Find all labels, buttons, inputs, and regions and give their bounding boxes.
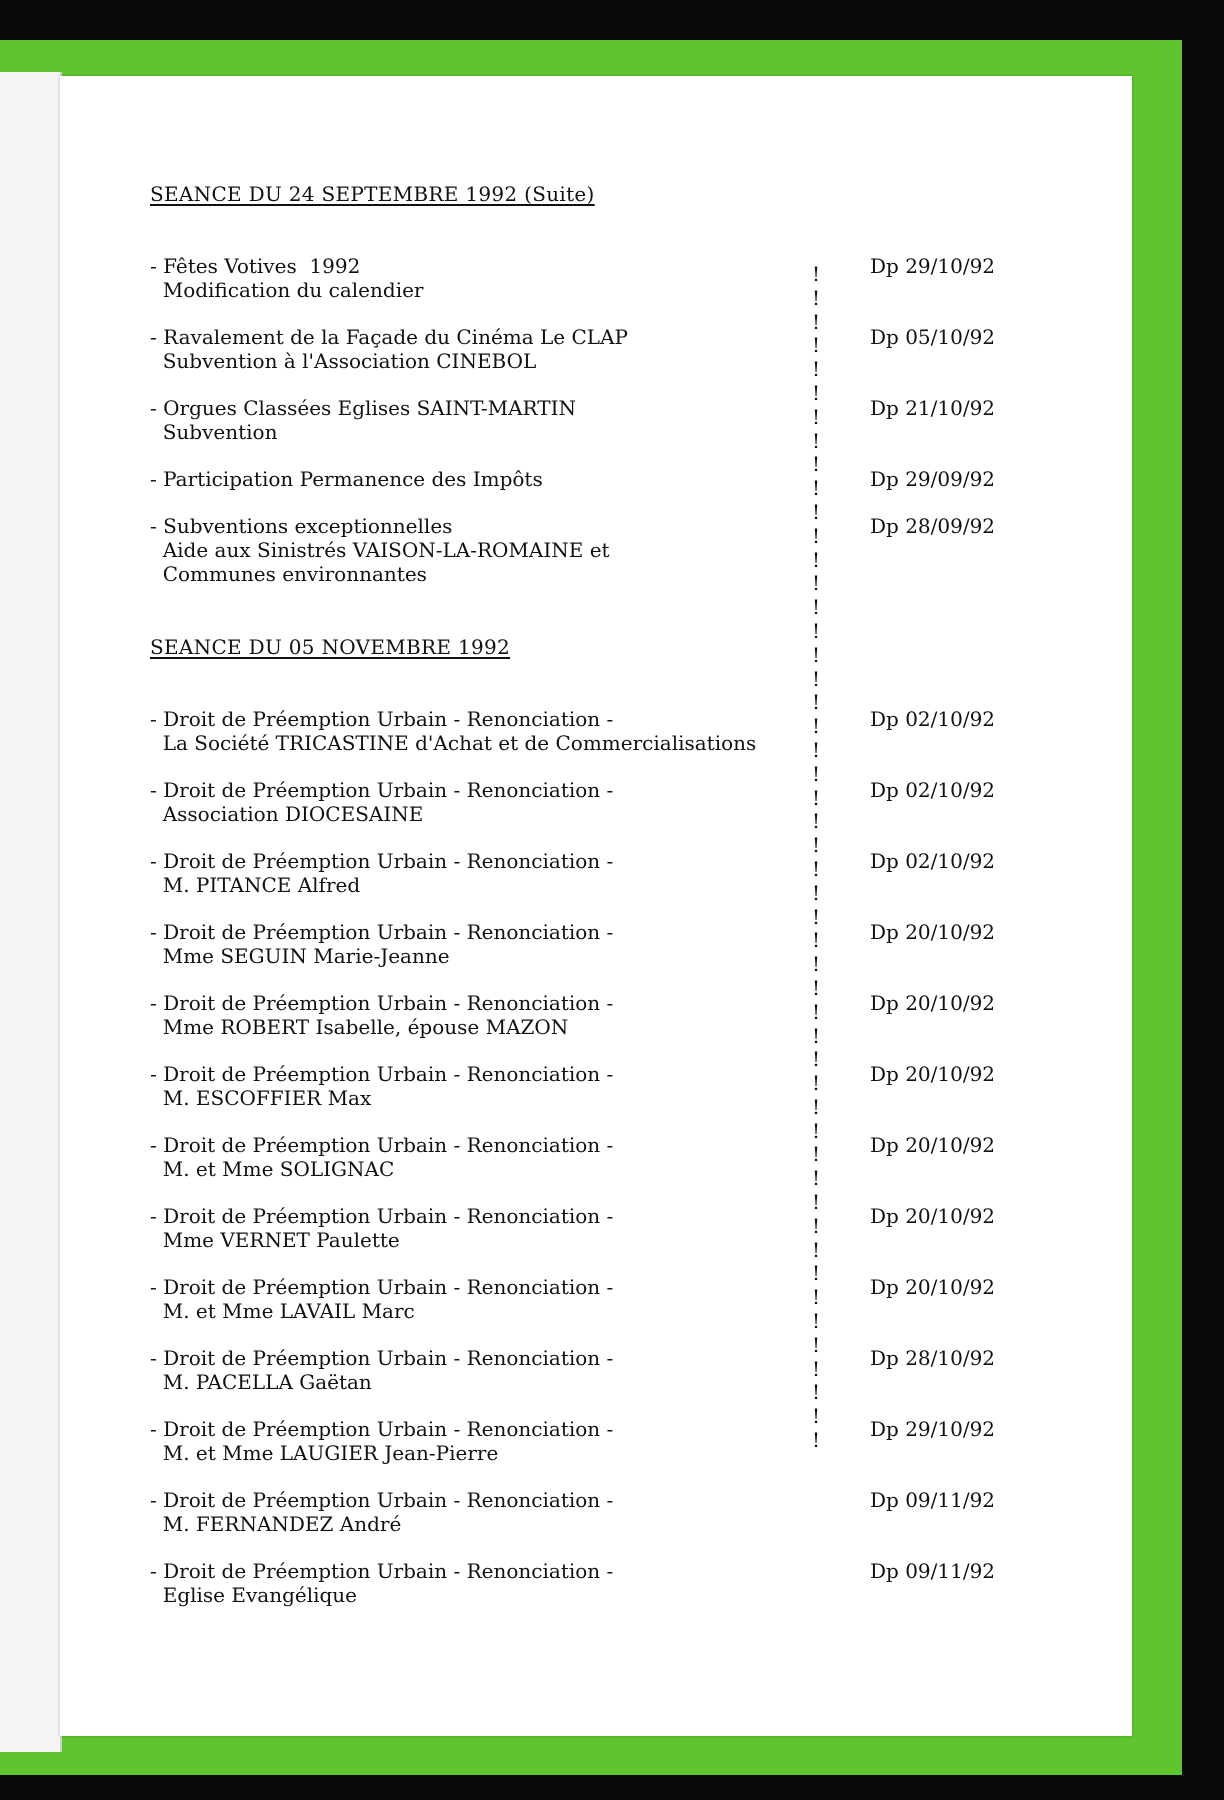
separator-mark: !: [812, 856, 821, 881]
separator-column: [812, 262, 824, 1452]
entry-date: Dp 02/10/92: [870, 707, 996, 731]
separator-mark: !: [812, 571, 821, 596]
entry-date: Dp 20/10/92: [870, 1275, 996, 1299]
separator-mark: !: [812, 262, 821, 286]
list-item: [150, 1204, 1050, 1275]
entry-line: Mme ROBERT Isabelle, épouse MAZON: [150, 1015, 569, 1039]
list-item: [150, 1559, 1050, 1630]
entry-line: - Ravalement de la Façade du Cinéma Le CLAP: [150, 325, 628, 349]
separator-mark: !: [812, 1309, 821, 1334]
separator-mark: !: [812, 1261, 821, 1286]
section-heading: SEANCE DU 05 NOVEMBRE 1992: [150, 635, 511, 659]
separator-mark: !: [812, 404, 821, 429]
entry-line: - Droit de Préemption Urbain - Renonciation -: [150, 1346, 614, 1370]
entry-line: - Subventions exceptionnelles: [150, 514, 453, 538]
left-page-edge: [0, 72, 62, 1752]
separator-mark: !: [812, 1285, 821, 1310]
separator-mark: !: [812, 380, 821, 405]
separator-mark: !: [812, 285, 821, 310]
separator-mark: !: [812, 1047, 821, 1072]
entry-line: Modification du calendier: [150, 278, 424, 302]
entry-line: M. et Mme SOLIGNAC: [150, 1157, 395, 1181]
list-item: [150, 1488, 1050, 1559]
entry-date: Dp 02/10/92: [870, 849, 996, 873]
separator-mark: !: [812, 523, 821, 548]
list-item: [150, 707, 1050, 778]
entry-line: - Droit de Préemption Urbain - Renonciation -: [150, 1204, 614, 1228]
entry-line: Subvention: [150, 420, 278, 444]
entry-date: Dp 05/10/92: [870, 325, 996, 349]
list-item: [150, 1062, 1050, 1133]
separator-mark: !: [812, 1166, 821, 1191]
entry-line: Subvention à l'Association CINEBOL: [150, 349, 537, 373]
separator-mark: !: [812, 952, 821, 977]
separator-mark: !: [812, 999, 821, 1024]
separator-mark: !: [812, 1190, 821, 1215]
separator-mark: !: [812, 595, 821, 620]
separator-mark: !: [812, 1094, 821, 1119]
separator-mark: !: [812, 785, 821, 810]
entry-date: Dp 21/10/92: [870, 396, 996, 420]
separator-mark: !: [812, 1428, 821, 1453]
entry-date: Dp 02/10/92: [870, 778, 996, 802]
list-item: [150, 1133, 1050, 1204]
list-item: [150, 778, 1050, 849]
list-item: [150, 467, 1050, 514]
entry-line: La Société TRICASTINE d'Achat et de Commercialisations: [150, 731, 757, 755]
entry-line: - Droit de Préemption Urbain - Renonciation -: [150, 920, 614, 944]
separator-mark: !: [812, 714, 821, 739]
entry-date: Dp 28/10/92: [870, 1346, 996, 1370]
separator-mark: !: [812, 761, 821, 786]
list-item: [150, 1275, 1050, 1346]
entry-date: Dp 20/10/92: [870, 1204, 996, 1228]
list-item: [150, 325, 1050, 396]
separator-mark: !: [812, 476, 821, 501]
separator-mark: !: [812, 428, 821, 453]
entry-line: Mme VERNET Paulette: [150, 1228, 400, 1252]
entry-date: Dp 28/09/92: [870, 514, 996, 538]
entry-date: Dp 29/10/92: [870, 1417, 996, 1441]
separator-mark: !: [812, 499, 821, 524]
entry-line: Aide aux Sinistrés VAISON-LA-ROMAINE et: [150, 538, 610, 562]
separator-mark: !: [812, 975, 821, 1000]
separator-mark: !: [812, 1404, 821, 1429]
separator-mark: !: [812, 452, 821, 477]
entry-line: M. PACELLA Gaëtan: [150, 1370, 372, 1394]
list-item: [150, 991, 1050, 1062]
list-item: [150, 254, 1050, 325]
entry-line: Eglise Evangélique: [150, 1583, 358, 1607]
separator-mark: !: [812, 666, 821, 691]
entry-line: - Fêtes Votives 1992: [150, 254, 361, 278]
entry-line: Mme SEGUIN Marie-Jeanne: [150, 944, 450, 968]
separator-mark: !: [812, 547, 821, 572]
separator-mark: !: [812, 1237, 821, 1262]
entry-line: - Droit de Préemption Urbain - Renonciation -: [150, 1062, 614, 1086]
separator-mark: !: [812, 809, 821, 834]
separator-mark: !: [812, 1142, 821, 1167]
entry-line: M. et Mme LAVAIL Marc: [150, 1299, 415, 1323]
list-item: [150, 514, 1050, 635]
separator-mark: !: [812, 642, 821, 667]
separator-mark: !: [812, 833, 821, 858]
entry-line: - Participation Permanence des Impôts: [150, 467, 543, 491]
entry-line: Association DIOCESAINE: [150, 802, 424, 826]
document-content: [150, 182, 1050, 1630]
separator-mark: !: [812, 1380, 821, 1405]
list-item: [150, 1346, 1050, 1417]
separator-mark: !: [812, 618, 821, 643]
entry-date: Dp 20/10/92: [870, 1062, 996, 1086]
entry-line: - Orgues Classées Eglises SAINT-MARTIN: [150, 396, 577, 420]
entry-date: Dp 09/11/92: [870, 1488, 996, 1512]
entry-line: - Droit de Préemption Urbain - Renonciation -: [150, 1133, 614, 1157]
entry-date: Dp 20/10/92: [870, 1133, 996, 1157]
list-item: [150, 1417, 1050, 1488]
section-heading: SEANCE DU 24 SEPTEMBRE 1992 (Suite): [150, 182, 595, 206]
separator-mark: !: [812, 928, 821, 953]
separator-mark: !: [812, 357, 821, 382]
separator-mark: !: [812, 737, 821, 762]
entry-date: Dp 29/09/92: [870, 467, 996, 491]
separator-mark: !: [812, 1332, 821, 1357]
entry-line: M. et Mme LAUGIER Jean-Pierre: [150, 1441, 499, 1465]
entry-line: M. ESCOFFIER Max: [150, 1086, 372, 1110]
entry-date: Dp 20/10/92: [870, 920, 996, 944]
section-05-novembre: [150, 635, 1050, 707]
entry-date: Dp 20/10/92: [870, 991, 996, 1015]
section-24-septembre: [150, 182, 1050, 254]
separator-mark: !: [812, 690, 821, 715]
entry-line: - Droit de Préemption Urbain - Renonciation -: [150, 1559, 614, 1583]
entry-line: - Droit de Préemption Urbain - Renonciation -: [150, 991, 614, 1015]
entry-line: - Droit de Préemption Urbain - Renonciation -: [150, 778, 614, 802]
entry-line: - Droit de Préemption Urbain - Renonciation -: [150, 849, 614, 873]
separator-mark: !: [812, 1071, 821, 1096]
separator-mark: !: [812, 1023, 821, 1048]
entry-line: Communes environnantes: [150, 562, 427, 586]
separator-mark: !: [812, 1118, 821, 1143]
entry-line: M. FERNANDEZ André: [150, 1512, 402, 1536]
entry-line: - Droit de Préemption Urbain - Renonciation -: [150, 1488, 614, 1512]
list-item: [150, 920, 1050, 991]
entry-date: Dp 09/11/92: [870, 1559, 996, 1583]
separator-mark: !: [812, 1213, 821, 1238]
entry-date: Dp 29/10/92: [870, 254, 996, 278]
entry-line: - Droit de Préemption Urbain - Renonciation -: [150, 707, 614, 731]
list-item: [150, 849, 1050, 920]
list-item: [150, 396, 1050, 467]
entry-line: M. PITANCE Alfred: [150, 873, 361, 897]
entry-line: - Droit de Préemption Urbain - Renonciation -: [150, 1275, 614, 1299]
separator-mark: !: [812, 904, 821, 929]
entry-line: - Droit de Préemption Urbain - Renonciation -: [150, 1417, 614, 1441]
separator-mark: !: [812, 333, 821, 358]
separator-mark: !: [812, 1356, 821, 1381]
separator-mark: !: [812, 880, 821, 905]
separator-mark: !: [812, 309, 821, 334]
